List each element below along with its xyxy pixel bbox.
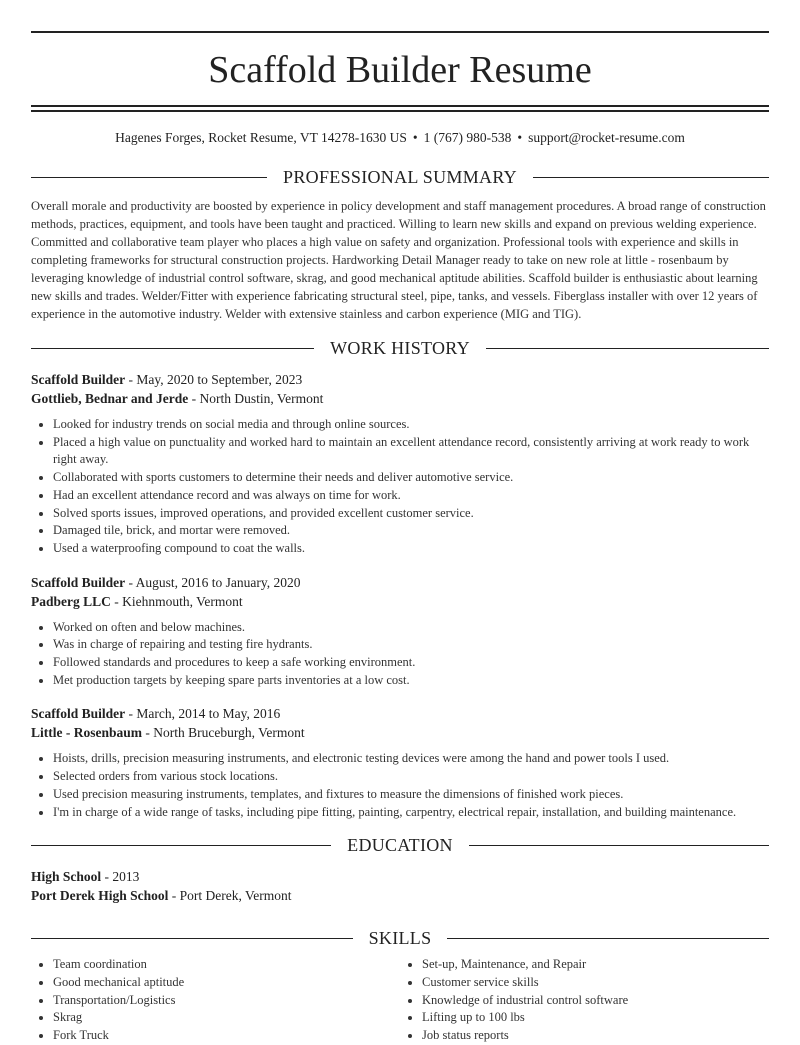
section-header-work: [31, 336, 769, 360]
job-company-line: [31, 592, 769, 611]
job-company-line: [31, 389, 769, 408]
list-item: • Solved sports issues, improved operations, and provided excellent customer service.: [53, 505, 769, 523]
contact-phone: 1 (767) 980-538: [423, 130, 512, 145]
job-company-line: [31, 723, 769, 742]
job-bullets: [31, 416, 769, 558]
section-header-education: [31, 833, 769, 857]
job-entry: [31, 704, 769, 821]
education-location: - Port Derek, Vermont: [168, 888, 292, 904]
section-header-summary: [31, 165, 769, 189]
job-company: Padberg LLC: [31, 593, 111, 609]
section-title-education: EDUCATION: [347, 835, 453, 856]
list-item: • Used a waterproofing compound to coat the walls.: [53, 540, 769, 558]
resume-page: [31, 0, 769, 1045]
education-year: - 2013: [101, 869, 140, 885]
section-rule: [533, 177, 769, 178]
job-company: Gottlieb, Bednar and Jerde: [31, 391, 189, 406]
list-item: • Looked for industry trends on social media and through online sources.: [53, 416, 769, 434]
skills-columns: [31, 956, 769, 1045]
section-rule: [31, 177, 267, 178]
list-item: • Was in charge of repairing and testing fire hydrants.: [53, 636, 769, 654]
skills-list-right: [400, 956, 769, 1045]
list-item: • Met production targets by keeping spare parts inventories at a low cost.: [53, 672, 769, 690]
education-school: Port Derek High School: [31, 888, 169, 904]
job-bullets: [31, 750, 769, 821]
contact-email: support@rocket-resume.com: [528, 130, 685, 145]
summary-text: Overall morale and productivity are boosted by experience in policy development and staff management procedures. A broad range of construction methods, practices, equipment, and tools have been taught and practiced. Willing to learn new skills and expand on previous welding experience. Committed and collaborative team player who places a high value on safety and organization. Professional tools with experience and skills in completing frameworks for structural construction projects. Hardworking Detail Manager ready to take on new role at little - rosenbaum by leveraging knowledge of industrial control software, skrag, and good mechanical aptitude abilities. Scaffold builder is enthusiastic about learning new skills and trades. Welder/Fitter with experience fabricating structural steel, pipe, tanks, and vessels. Fiberglass installer with over 12 years of experience in the automotive industry. Welder with extensive stainless and carbon experience (MIG and TIG).: [31, 199, 766, 321]
list-item: • Set-up, Maintenance, and Repair: [422, 956, 769, 974]
job-title-line: [31, 370, 769, 389]
section-rule: [469, 845, 769, 846]
job-company: Little - Rosenbaum: [31, 725, 142, 741]
job-dates: - May, 2020 to September, 2023: [125, 372, 303, 387]
list-item: • Transportation/Logistics: [53, 992, 400, 1010]
job-role: Scaffold Builder: [31, 372, 126, 387]
job-dates: - March, 2014 to May, 2016: [125, 706, 281, 722]
list-item: • Worked on often and below machines.: [53, 619, 769, 637]
header-double-divider: [31, 105, 769, 112]
education-degree: High School: [31, 869, 102, 885]
list-item: • Followed standards and procedures to keep a safe working environment.: [53, 654, 769, 672]
section-rule: [486, 348, 769, 349]
list-item: • Selected orders from various stock locations.: [53, 768, 769, 786]
top-divider: [31, 31, 769, 33]
education-entry: [31, 867, 769, 905]
list-item: • Good mechanical aptitude: [53, 974, 400, 992]
list-item: • Customer service skills: [422, 974, 769, 992]
list-item: • Collaborated with sports customers to determine their needs and deliver automotive service.: [53, 469, 769, 487]
resume-title: Scaffold Builder Resume: [208, 49, 592, 91]
section-rule: [31, 938, 353, 939]
section-title-work: WORK HISTORY: [330, 338, 470, 358]
job-location: - Kiehnmouth, Vermont: [110, 593, 243, 609]
list-item: • Team coordination: [53, 956, 400, 974]
list-item: • Job status reports: [422, 1027, 769, 1045]
job-bullets: [31, 619, 769, 690]
list-item: • Damaged tile, brick, and mortar were removed.: [53, 522, 769, 540]
list-item: • Skrag: [53, 1009, 400, 1027]
section-rule: [447, 938, 769, 939]
contact-separator: •: [412, 130, 418, 145]
section-header-skills: [31, 926, 769, 950]
job-dates: - August, 2016 to January, 2020: [125, 574, 301, 590]
contact-separator: •: [517, 130, 523, 145]
education-degree-line: [31, 867, 769, 886]
section-rule: [31, 348, 314, 349]
list-item: • Fork Truck: [53, 1027, 400, 1045]
list-item: • I'm in charge of a wide range of tasks, including pipe fitting, painting, carpentry, electrical repair, installation, and building maintenance.: [53, 804, 769, 822]
job-location: - North Bruceburgh, Vermont: [142, 725, 305, 741]
list-item: • Lifting up to 100 lbs: [422, 1009, 769, 1027]
job-title-line: [31, 704, 769, 723]
list-item: • Hoists, drills, precision measuring instruments, and electronic testing devices were among the hand and power tools I used.: [53, 750, 769, 768]
job-entry: [31, 370, 769, 558]
education-school-line: [31, 886, 769, 905]
contact-address: Hagenes Forges, Rocket Resume, VT 14278-1630 US: [115, 130, 407, 145]
list-item: • Used precision measuring instruments, templates, and fixtures to measure the dimensions of finished work pieces.: [53, 786, 769, 804]
list-item: • Placed a high value on punctuality and worked hard to maintain an excellent attendance record, consistently arriving at work ready to work right away.: [53, 434, 769, 469]
contact-line: [31, 128, 769, 148]
job-title-line: [31, 573, 769, 592]
section-rule: [31, 845, 331, 846]
job-role: Scaffold Builder: [31, 706, 126, 722]
list-item: • Had an excellent attendance record and was always on time for work.: [53, 487, 769, 505]
job-location: - North Dustin, Vermont: [188, 391, 324, 406]
job-role: Scaffold Builder: [31, 574, 126, 590]
skills-list-left: [31, 956, 400, 1045]
list-item: • Knowledge of industrial control software: [422, 992, 769, 1010]
section-title-skills: SKILLS: [368, 928, 432, 949]
section-title-summary: PROFESSIONAL SUMMARY: [283, 167, 517, 187]
job-entry: [31, 573, 769, 690]
